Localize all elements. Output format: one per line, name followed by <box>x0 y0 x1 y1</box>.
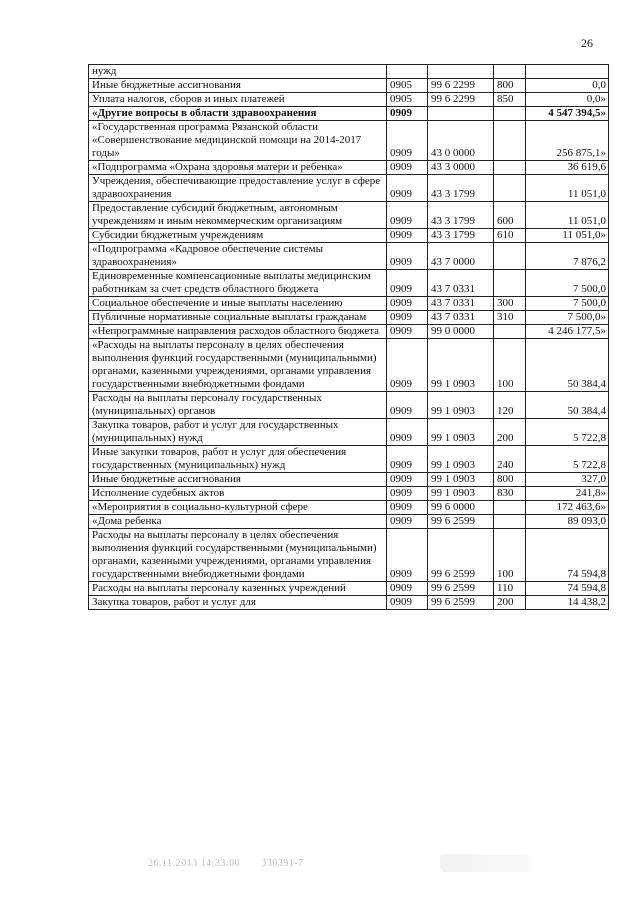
row-expense-type <box>494 243 526 270</box>
row-sum: 11 051,0 <box>526 175 609 202</box>
row-section-code: 0909 <box>387 339 428 392</box>
row-expense-type: 600 <box>494 202 526 229</box>
row-section-code: 0909 <box>387 501 428 515</box>
row-name: Расходы на выплаты персоналу в целях обеспечения выполнения функций государственными (муниципальными) органами, казенными учреждениями, органами управления государственными внебюджетными фондами <box>89 529 387 582</box>
table-row <box>89 161 609 175</box>
table-row <box>89 582 609 596</box>
row-name: Иные бюджетные ассигнования <box>89 79 387 93</box>
row-name: Единовременные компенсационные выплаты медицинским работникам за счет средств областного бюджета <box>89 270 387 297</box>
row-article-code: 99 1 0903 <box>428 339 494 392</box>
row-section-code: 0909 <box>387 229 428 243</box>
table-row <box>89 243 609 270</box>
row-section-code: 0909 <box>387 121 428 161</box>
row-article-code: 43 3 0000 <box>428 161 494 175</box>
row-name: Учреждения, обеспечивающие предоставление услуг в сфере здравоохранения <box>89 175 387 202</box>
row-section-code: 0909 <box>387 487 428 501</box>
row-sum: 7 500,0 <box>526 297 609 311</box>
row-expense-type: 850 <box>494 93 526 107</box>
row-sum: 5 722,8 <box>526 446 609 473</box>
row-name: Закупка товаров, работ и услуг для государственных (муниципальных) нужд <box>89 419 387 446</box>
row-sum <box>526 65 609 79</box>
row-section-code: 0909 <box>387 582 428 596</box>
row-name: Закупка товаров, работ и услуг для <box>89 596 387 610</box>
row-sum: 0,0» <box>526 93 609 107</box>
table-row <box>89 473 609 487</box>
row-section-code: 0909 <box>387 515 428 529</box>
row-expense-type: 310 <box>494 311 526 325</box>
budget-table <box>88 64 609 610</box>
table-row <box>89 596 609 610</box>
row-name: Иные закупки товаров, работ и услуг для обеспечения государственных (муниципальных) нужд <box>89 446 387 473</box>
row-article-code: 99 1 0903 <box>428 392 494 419</box>
row-name: «Мероприятия в социально-культурной сфере <box>89 501 387 515</box>
row-expense-type: 830 <box>494 487 526 501</box>
faded-stamp-mark <box>440 854 532 872</box>
row-article-code: 99 1 0903 <box>428 487 494 501</box>
row-sum: 5 722,8 <box>526 419 609 446</box>
row-section-code: 0909 <box>387 107 428 121</box>
row-article-code: 43 7 0331 <box>428 297 494 311</box>
row-section-code: 0905 <box>387 79 428 93</box>
row-article-code: 43 3 1799 <box>428 202 494 229</box>
table-row <box>89 392 609 419</box>
row-sum: 89 093,0 <box>526 515 609 529</box>
row-article-code: 99 6 2599 <box>428 596 494 610</box>
row-name: «Государственная программа Рязанской области «Совершенствование медицинской помощи на 2014-2017 годы» <box>89 121 387 161</box>
row-expense-type <box>494 325 526 339</box>
row-article-code <box>428 107 494 121</box>
row-sum: 36 619,6 <box>526 161 609 175</box>
row-section-code: 0909 <box>387 270 428 297</box>
row-name: Социальное обеспечение и иные выплаты населению <box>89 297 387 311</box>
row-expense-type <box>494 65 526 79</box>
table-row <box>89 339 609 392</box>
row-section-code: 0909 <box>387 596 428 610</box>
row-sum: 172 463,6» <box>526 501 609 515</box>
row-article-code: 99 6 2599 <box>428 515 494 529</box>
row-article-code: 99 1 0903 <box>428 473 494 487</box>
budget-table-body <box>89 65 609 610</box>
row-expense-type <box>494 270 526 297</box>
table-row <box>89 175 609 202</box>
row-sum: 50 384,4 <box>526 392 609 419</box>
row-sum: 4 246 177,5» <box>526 325 609 339</box>
row-expense-type: 800 <box>494 79 526 93</box>
row-expense-type: 200 <box>494 596 526 610</box>
row-expense-type <box>494 161 526 175</box>
row-article-code: 99 0 0000 <box>428 325 494 339</box>
table-row <box>89 121 609 161</box>
table-row <box>89 311 609 325</box>
row-section-code: 0909 <box>387 446 428 473</box>
row-name: «Дома ребенка <box>89 515 387 529</box>
row-section-code: 0909 <box>387 243 428 270</box>
row-article-code: 99 6 2599 <box>428 529 494 582</box>
row-section-code: 0909 <box>387 202 428 229</box>
row-name: Исполнение судебных актов <box>89 487 387 501</box>
row-article-code: 43 7 0331 <box>428 311 494 325</box>
row-article-code: 99 6 0000 <box>428 501 494 515</box>
table-row <box>89 515 609 529</box>
table-row <box>89 65 609 79</box>
row-sum: 74 594,8 <box>526 529 609 582</box>
table-row <box>89 529 609 582</box>
row-sum: 14 438,2 <box>526 596 609 610</box>
row-sum: 11 051,0 <box>526 202 609 229</box>
table-row <box>89 501 609 515</box>
table-row <box>89 270 609 297</box>
row-sum: 50 384,4 <box>526 339 609 392</box>
table-row <box>89 93 609 107</box>
row-expense-type: 200 <box>494 419 526 446</box>
row-name: «Подпрограмма «Кадровое обеспечение системы здравоохранения» <box>89 243 387 270</box>
footer-timestamp: 26.11.2013 14:33:00 <box>148 858 241 869</box>
row-expense-type: 100 <box>494 339 526 392</box>
row-section-code: 0909 <box>387 311 428 325</box>
row-sum: 4 547 394,5» <box>526 107 609 121</box>
row-sum: 74 594,8 <box>526 582 609 596</box>
row-article-code: 99 1 0903 <box>428 419 494 446</box>
row-name: Расходы на выплаты персоналу казенных учреждений <box>89 582 387 596</box>
row-expense-type <box>494 501 526 515</box>
row-name: «Другие вопросы в области здравоохранения <box>89 107 387 121</box>
row-name: «Подпрограмма «Охрана здоровья матери и ребенка» <box>89 161 387 175</box>
table-row <box>89 325 609 339</box>
row-section-code: 0909 <box>387 392 428 419</box>
row-expense-type: 110 <box>494 582 526 596</box>
row-expense-type <box>494 107 526 121</box>
row-name: Субсидии бюджетным учреждениям <box>89 229 387 243</box>
row-sum: 241,8» <box>526 487 609 501</box>
row-article-code: 43 0 0000 <box>428 121 494 161</box>
row-section-code: 0909 <box>387 473 428 487</box>
footer-stamp <box>148 858 322 869</box>
row-sum: 7 500,0 <box>526 270 609 297</box>
row-section-code: 0909 <box>387 325 428 339</box>
row-sum: 327,0 <box>526 473 609 487</box>
row-article-code: 43 3 1799 <box>428 175 494 202</box>
row-article-code: 99 6 2299 <box>428 93 494 107</box>
row-section-code: 0909 <box>387 175 428 202</box>
row-section-code: 0909 <box>387 161 428 175</box>
table-row <box>89 107 609 121</box>
row-expense-type <box>494 515 526 529</box>
row-expense-type <box>494 175 526 202</box>
row-article-code: 43 3 1799 <box>428 229 494 243</box>
row-sum: 7 876,2 <box>526 243 609 270</box>
row-expense-type: 100 <box>494 529 526 582</box>
table-row <box>89 79 609 93</box>
row-article-code <box>428 65 494 79</box>
row-name: Уплата налогов, сборов и иных платежей <box>89 93 387 107</box>
row-section-code: 0909 <box>387 529 428 582</box>
row-name: «Расходы на выплаты персоналу в целях обеспечения выполнения функций государственными (муниципальными) органами, казенными учреждениями, органами управления государственными внебюджетными фондами <box>89 339 387 392</box>
row-sum: 11 051,0» <box>526 229 609 243</box>
row-expense-type: 300 <box>494 297 526 311</box>
footer-doc-id: 330391-7 <box>261 858 304 869</box>
table-row <box>89 446 609 473</box>
row-article-code: 43 7 0331 <box>428 270 494 297</box>
row-expense-type: 610 <box>494 229 526 243</box>
row-section-code: 0905 <box>387 93 428 107</box>
row-section-code <box>387 65 428 79</box>
row-expense-type <box>494 121 526 161</box>
row-article-code: 43 7 0000 <box>428 243 494 270</box>
row-article-code: 99 1 0903 <box>428 446 494 473</box>
table-row <box>89 297 609 311</box>
row-article-code: 99 6 2599 <box>428 582 494 596</box>
row-name: «Непрограммные направления расходов областного бюджета <box>89 325 387 339</box>
row-name: Публичные нормативные социальные выплаты гражданам <box>89 311 387 325</box>
row-expense-type: 240 <box>494 446 526 473</box>
page-number: 26 <box>581 36 593 50</box>
row-sum: 256 875,1» <box>526 121 609 161</box>
row-name: нужд <box>89 65 387 79</box>
row-sum: 7 500,0» <box>526 311 609 325</box>
row-section-code: 0909 <box>387 419 428 446</box>
row-name: Расходы на выплаты персоналу государственных (муниципальных) органов <box>89 392 387 419</box>
row-name: Иные бюджетные ассигнования <box>89 473 387 487</box>
row-name: Предоставление субсидий бюджетным, автономным учреждениям и иным некоммерческим организациям <box>89 202 387 229</box>
row-expense-type: 800 <box>494 473 526 487</box>
row-article-code: 99 6 2299 <box>428 79 494 93</box>
table-row <box>89 229 609 243</box>
row-sum: 0,0 <box>526 79 609 93</box>
row-section-code: 0909 <box>387 297 428 311</box>
row-expense-type: 120 <box>494 392 526 419</box>
table-row <box>89 487 609 501</box>
table-row <box>89 202 609 229</box>
table-row <box>89 419 609 446</box>
